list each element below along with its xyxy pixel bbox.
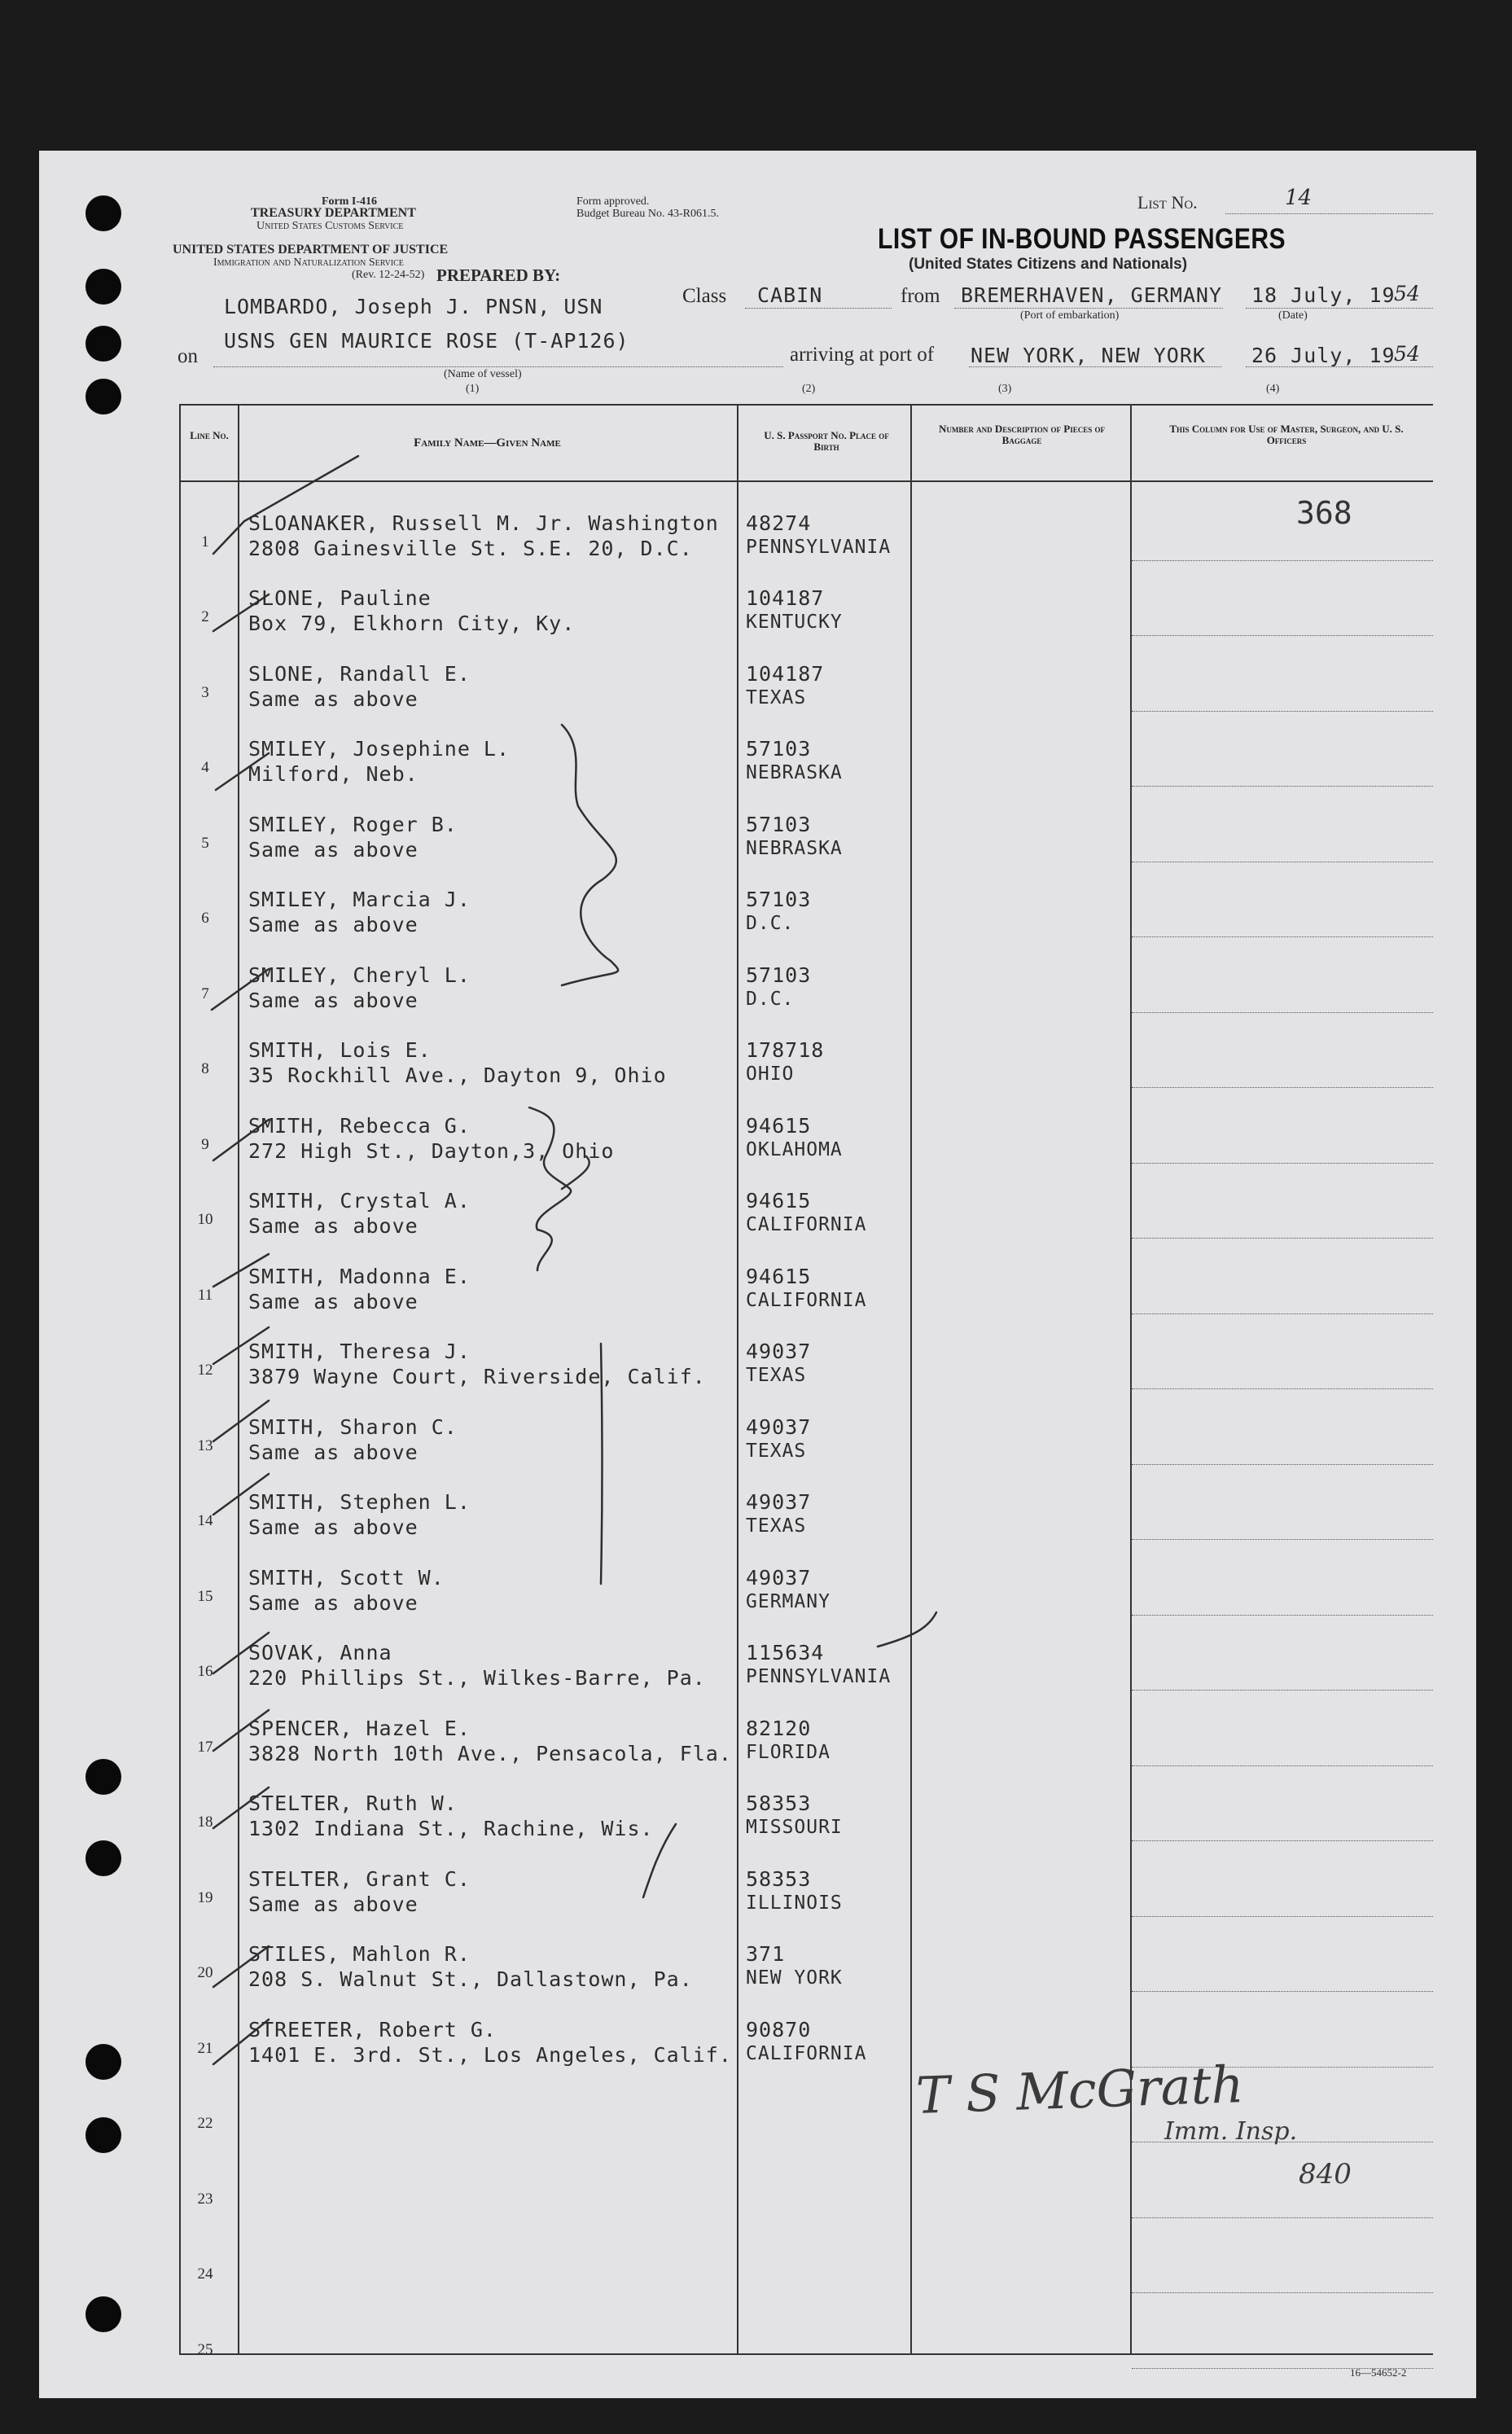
passenger-name: SLONE, Randall E. xyxy=(248,661,471,686)
arrival-year: 54 xyxy=(1394,342,1420,366)
passport-number: 49037 xyxy=(746,1565,812,1590)
row-line-number: 12 xyxy=(197,1362,213,1379)
page-title: LIST OF IN-BOUND PASSENGERS xyxy=(878,223,1286,255)
footer-form-code: 16—54652-2 xyxy=(1350,2366,1407,2379)
passenger-name: SMITH, Stephen L. xyxy=(248,1490,471,1514)
passport-number: 178718 xyxy=(746,1038,825,1062)
passenger-address: 208 S. Walnut St., Dallastown, Pa. xyxy=(248,1967,693,1991)
row-line-number: 14 xyxy=(197,1512,213,1529)
budget-bureau: Budget Bureau No. 43-R061.5. xyxy=(576,208,719,220)
row-line-number: 23 xyxy=(197,2190,213,2208)
header-passport: U. S. Passport No. Place of Birth xyxy=(764,429,889,453)
passenger-name: SMITH, Lois E. xyxy=(248,1038,432,1062)
ins-service: Immigration and Naturalization Service xyxy=(213,257,404,269)
passenger-name: SMITH, Rebecca G. xyxy=(248,1113,471,1138)
col1-caption: (1) xyxy=(466,383,480,395)
customs-service: United States Customs Service xyxy=(256,220,404,232)
passport-number: 90870 xyxy=(746,2017,812,2041)
place-of-birth: GERMANY xyxy=(746,1590,831,1612)
col3-caption: (3) xyxy=(998,383,1012,395)
form-number: Form I-416 xyxy=(322,195,378,208)
place-of-birth: ILLINOIS xyxy=(746,1892,843,1914)
passport-number: 94615 xyxy=(746,1189,812,1213)
inspector-title: Imm. Insp. xyxy=(1164,2117,1298,2146)
place-of-birth: FLORIDA xyxy=(746,1741,831,1763)
passport-number: 104187 xyxy=(746,586,825,610)
row-line-number: 21 xyxy=(197,2039,213,2057)
passenger-address: Same as above xyxy=(248,1892,419,1916)
passenger-name: SLOANAKER, Russell M. Jr. Washington xyxy=(248,511,719,535)
passport-number: 49037 xyxy=(746,1490,812,1514)
arrival-port: NEW YORK, NEW YORK xyxy=(971,344,1206,367)
place-of-birth: CALIFORNIA xyxy=(746,2042,867,2064)
treasury-dept: TREASURY DEPARTMENT xyxy=(251,206,416,220)
inspector-code: 840 xyxy=(1299,2158,1352,2191)
passport-number: 49037 xyxy=(746,1414,812,1439)
passport-number: 57103 xyxy=(746,812,812,836)
preparer-name: LOMBARDO, Joseph J. PNSN, USN xyxy=(224,295,603,318)
place-of-birth: CALIFORNIA xyxy=(746,1214,867,1235)
date-caption: (Date) xyxy=(1278,309,1308,322)
passport-number: 49037 xyxy=(746,1340,812,1363)
passenger-name: SLONE, Pauline xyxy=(248,586,432,610)
passenger-name: SMILEY, Marcia J. xyxy=(248,888,471,911)
place-of-birth: D.C. xyxy=(746,988,795,1010)
passenger-address: 220 Phillips St., Wilkes-Barre, Pa. xyxy=(248,1666,706,1690)
passenger-name: STELTER, Grant C. xyxy=(248,1866,471,1891)
row-line-number: 25 xyxy=(197,2340,213,2358)
passenger-name: SMITH, Madonna E. xyxy=(248,1264,471,1288)
place-of-birth: NEBRASKA xyxy=(746,837,843,859)
passenger-name: SMITH, Theresa J. xyxy=(248,1340,471,1363)
row-line-number: 4 xyxy=(201,759,209,776)
passenger-name: STILES, Mahlon R. xyxy=(248,1942,471,1966)
passenger-address: 1401 E. 3rd. St., Los Angeles, Calif. xyxy=(248,2042,732,2067)
row-line-number: 22 xyxy=(197,2115,213,2132)
embark-caption: (Port of embarkation) xyxy=(1020,309,1120,322)
row-line-number: 7 xyxy=(201,985,209,1002)
passenger-address: Same as above xyxy=(248,1590,419,1615)
row-line-number: 11 xyxy=(197,1286,213,1304)
revision-date: (Rev. 12-24-52) xyxy=(352,269,425,281)
header-officers: This Column for Use of Master, Surgeon, and U. S. Officers xyxy=(1169,423,1404,446)
row-line-number: 15 xyxy=(197,1587,213,1605)
place-of-birth: OKLAHOMA xyxy=(746,1138,843,1160)
passenger-name: SPENCER, Hazel E. xyxy=(248,1716,471,1740)
passport-number: 57103 xyxy=(746,888,812,911)
passport-number: 104187 xyxy=(746,661,825,686)
passport-number: 48274 xyxy=(746,511,812,535)
passenger-address: 3879 Wayne Court, Riverside, Calif. xyxy=(248,1365,706,1388)
col2-caption: (2) xyxy=(802,383,816,395)
class-value: CABIN xyxy=(757,283,823,307)
place-of-birth: TEXAS xyxy=(746,686,807,708)
passenger-address: 272 High St., Dayton,3, Ohio xyxy=(248,1138,615,1163)
passport-number: 58353 xyxy=(746,1792,812,1815)
passenger-address: Same as above xyxy=(248,1515,419,1539)
passenger-name: STELTER, Ruth W. xyxy=(248,1792,458,1815)
row-line-number: 24 xyxy=(197,2265,213,2283)
passport-number: 94615 xyxy=(746,1113,812,1138)
row-line-number: 2 xyxy=(201,608,209,625)
header-baggage: Number and Description of Pieces of Baggage xyxy=(939,423,1105,446)
passport-number: 115634 xyxy=(746,1641,825,1664)
row-line-number: 19 xyxy=(197,1888,213,1906)
place-of-birth: PENNSYLVANIA xyxy=(746,536,892,558)
passenger-name: SMILEY, Cheryl L. xyxy=(248,963,471,987)
row-line-number: 17 xyxy=(197,1738,213,1756)
header-line-no: Line No. xyxy=(190,429,229,441)
row-line-number: 16 xyxy=(197,1663,213,1680)
arrival-date: 26 July, 19 xyxy=(1251,344,1396,367)
passenger-name: SMITH, Sharon C. xyxy=(248,1414,458,1439)
passenger-address: Milford, Neb. xyxy=(248,762,419,786)
prepared-by-label: PREPARED BY: xyxy=(436,265,561,285)
passenger-address: Box 79, Elkhorn City, Ky. xyxy=(248,612,576,635)
passenger-address: 35 Rockhill Ave., Dayton 9, Ohio xyxy=(248,1064,667,1087)
departure-year: 54 xyxy=(1394,282,1420,305)
place-of-birth: PENNSYLVANIA xyxy=(746,1666,892,1687)
row-line-number: 6 xyxy=(201,910,209,927)
class-label: Class xyxy=(682,285,727,307)
passport-number: 57103 xyxy=(746,963,812,987)
passenger-name: SOVAK, Anna xyxy=(248,1641,392,1664)
place-of-birth: OHIO xyxy=(746,1064,795,1085)
form-approved: Form approved. xyxy=(576,195,650,208)
departure-date: 18 July, 19 xyxy=(1251,283,1396,307)
row-line-number: 5 xyxy=(201,834,209,852)
row-line-number: 10 xyxy=(197,1211,213,1228)
vessel-caption: (Name of vessel) xyxy=(444,368,522,380)
passenger-address: Same as above xyxy=(248,988,419,1012)
arriving-label: arriving at port of xyxy=(790,344,935,366)
passenger-address: Same as above xyxy=(248,1289,419,1313)
col4-caption: (4) xyxy=(1266,383,1280,395)
justice-dept: UNITED STATES DEPARTMENT OF JUSTICE xyxy=(173,243,449,257)
place-of-birth: MISSOURI xyxy=(746,1817,843,1838)
passenger-name: SMITH, Scott W. xyxy=(248,1565,445,1590)
passenger-name: SMILEY, Roger B. xyxy=(248,812,458,836)
vessel-name: USNS GEN MAURICE ROSE (T-AP126) xyxy=(224,329,629,353)
passport-number: 371 xyxy=(746,1942,786,1966)
passport-number: 58353 xyxy=(746,1866,812,1891)
place-of-birth: KENTUCKY xyxy=(746,612,843,633)
passenger-address: 3828 North 10th Ave., Pensacola, Fla. xyxy=(248,1741,732,1765)
list-no-value: 14 xyxy=(1285,186,1313,210)
passenger-name: SMITH, Crystal A. xyxy=(248,1189,471,1213)
passenger-address: 2808 Gainesville St. S.E. 20, D.C. xyxy=(248,536,693,560)
passenger-address: 1302 Indiana St., Rachine, Wis. xyxy=(248,1817,654,1840)
place-of-birth: TEXAS xyxy=(746,1440,807,1462)
row-line-number: 3 xyxy=(201,683,209,701)
passenger-address: Same as above xyxy=(248,1214,419,1238)
passport-number: 94615 xyxy=(746,1264,812,1288)
place-of-birth: NEW YORK xyxy=(746,1967,843,1989)
place-of-birth: TEXAS xyxy=(746,1365,807,1386)
row-line-number: 9 xyxy=(201,1135,209,1153)
row-line-number: 8 xyxy=(201,1060,209,1077)
official-annotation-368: 368 xyxy=(1296,495,1352,531)
row-line-number: 1 xyxy=(201,533,209,550)
inspector-signature: T S McGrath xyxy=(914,2054,1245,2126)
passenger-address: Same as above xyxy=(248,686,419,711)
place-of-birth: TEXAS xyxy=(746,1515,807,1537)
place-of-birth: CALIFORNIA xyxy=(746,1289,867,1311)
passenger-address: Same as above xyxy=(248,913,419,936)
passport-number: 82120 xyxy=(746,1716,812,1740)
passenger-address: Same as above xyxy=(248,1440,419,1464)
page-subtitle: (United States Citizens and Nationals) xyxy=(909,256,1188,273)
header-name: Family Name—Given Name xyxy=(414,436,561,450)
from-label: from xyxy=(901,285,940,307)
passenger-name: SMILEY, Josephine L. xyxy=(248,737,511,761)
on-label: on xyxy=(177,345,198,367)
port-of-embarkation: BREMERHAVEN, GERMANY xyxy=(961,283,1223,307)
list-no-label: List No. xyxy=(1137,192,1198,213)
passenger-address: Same as above xyxy=(248,837,419,862)
row-line-number: 20 xyxy=(197,1964,213,1981)
row-line-number: 13 xyxy=(197,1436,213,1454)
passenger-name: STREETER, Robert G. xyxy=(248,2017,497,2041)
passport-number: 57103 xyxy=(746,737,812,761)
place-of-birth: NEBRASKA xyxy=(746,762,843,783)
row-line-number: 18 xyxy=(197,1813,213,1831)
place-of-birth: D.C. xyxy=(746,913,795,934)
